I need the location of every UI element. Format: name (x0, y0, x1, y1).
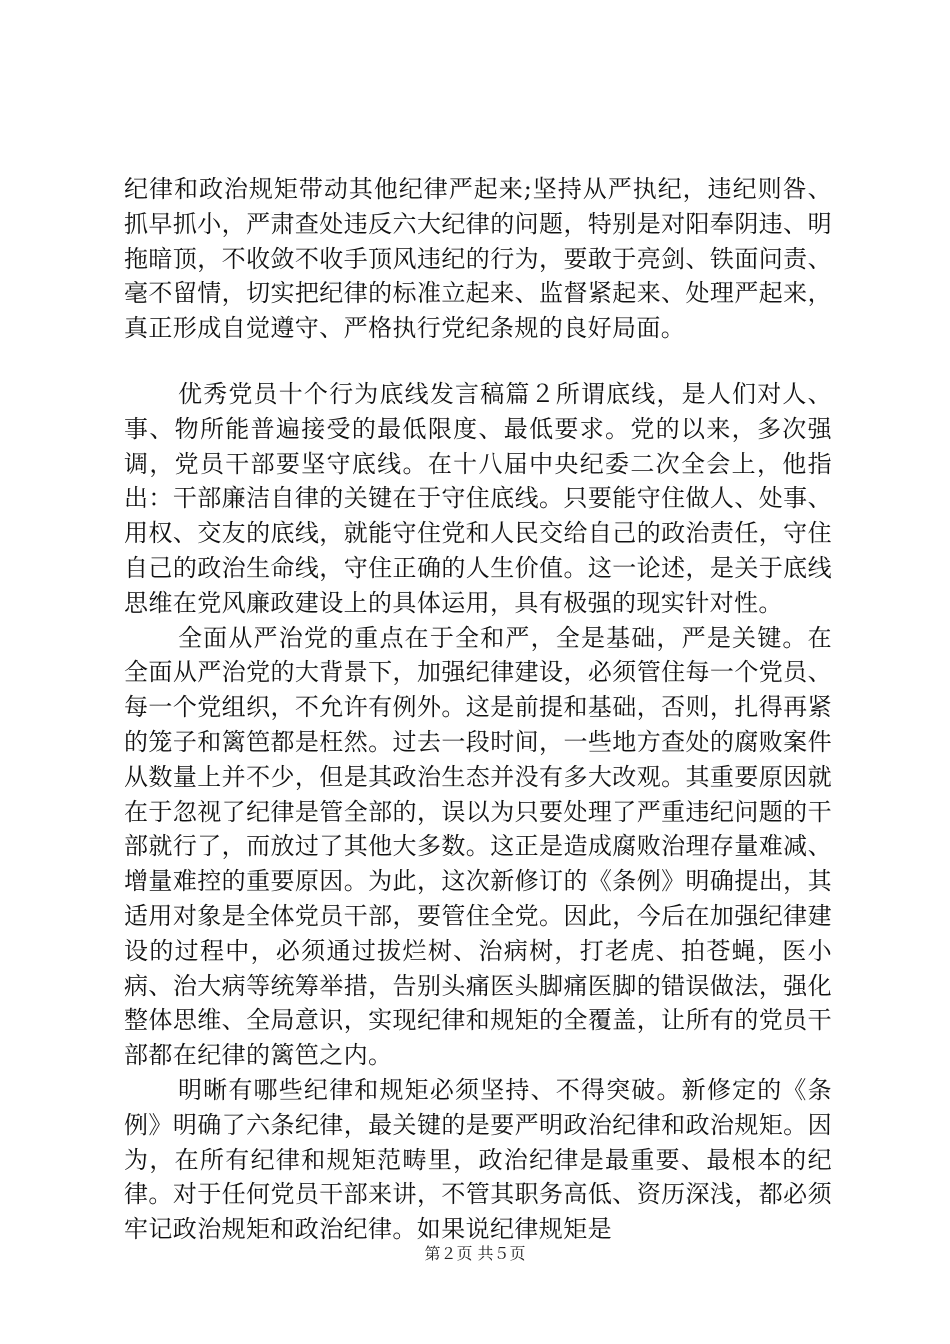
paragraph-strict-governance: 全面从严治党的重点在于全和严，全是基础，严是关键。在全面从严治党的大背景下，加强纪律建设，必须管住每一个党员、每一个党组织，不允许有例外。这是前提和基础，否则，扎得再紧的笼子和篱笆都是枉然。过去一段时间，一些地方查处的腐败案件从数量上并不少，但是其政治生态并没有多大改观。其重要原因就在于忽视了纪律是管全部的，误以为只要处理了严重违纪问题的干部就行了，而放过了其他大多数。这正是造成腐败治理存量难减、增量难控的重要原因。为此，这次新修订的《条例》明确提出，其适用对象是全体党员干部，要管住全党。因此，今后在加强纪律建设的过程中，必须通过拔烂树、治病树，打老虎、拍苍蝇，医小病、治大病等统筹举措，告别头痛医头脚痛医脚的错误做法，强化整体思维、全局意识，实现纪律和规矩的全覆盖，让所有的党员干部都在纪律的篱笆之内。 (124, 623, 832, 1070)
paragraph-continuation: 纪律和政治规矩带动其他纪律严起来;坚持从严执纪，违纪则咎、抓早抓小，严肃查处违反六大纪律的问题，特别是对阳奉阴违、明拖暗顶，不收敛不收手顶风违纪的行为，要敢于亮剑、铁面问责、毫不留情，切实把纪律的标准立起来、监督紧起来、处理严起来，真正形成自觉遵守、严格执行党纪条规的良好局面。 (124, 175, 832, 343)
paragraph-bottom-line-speech: 优秀党员十个行为底线发言稿篇２所谓底线，是人们对人、事、物所能普遍接受的最低限度、最低要求。党的以来，多次强调，党员干部要坚守底线。在十八届中央纪委二次全会上，他指出：干部廉洁自律的关键在于守住底线。只要能守住做人、处事、用权、交友的底线，就能守住党和人民交给自己的政治责任，守住自己的政治生命线，守住正确的人生价值。这一论述，是关于底线思维在党风廉政建设上的具体运用，具有极强的现实针对性。 (124, 379, 832, 617)
document-body (124, 172, 832, 1247)
paragraph-gap (124, 346, 832, 377)
page-footer: 第２页 共５页 (424, 1244, 526, 1263)
paragraph-political-discipline: 明晰有哪些纪律和规矩必须坚持、不得突破。新修定的《条例》明确了六条纪律，最关键的是要严明政治纪律和政治规矩。因为，在所有纪律和规矩范畴里，政治纪律是最重要、最根本的纪律。对于任何党员干部来讲，不管其职务高低、资历深浅，都必须牢记政治规矩和政治纪律。如果说纪律规矩是 (124, 1075, 832, 1244)
